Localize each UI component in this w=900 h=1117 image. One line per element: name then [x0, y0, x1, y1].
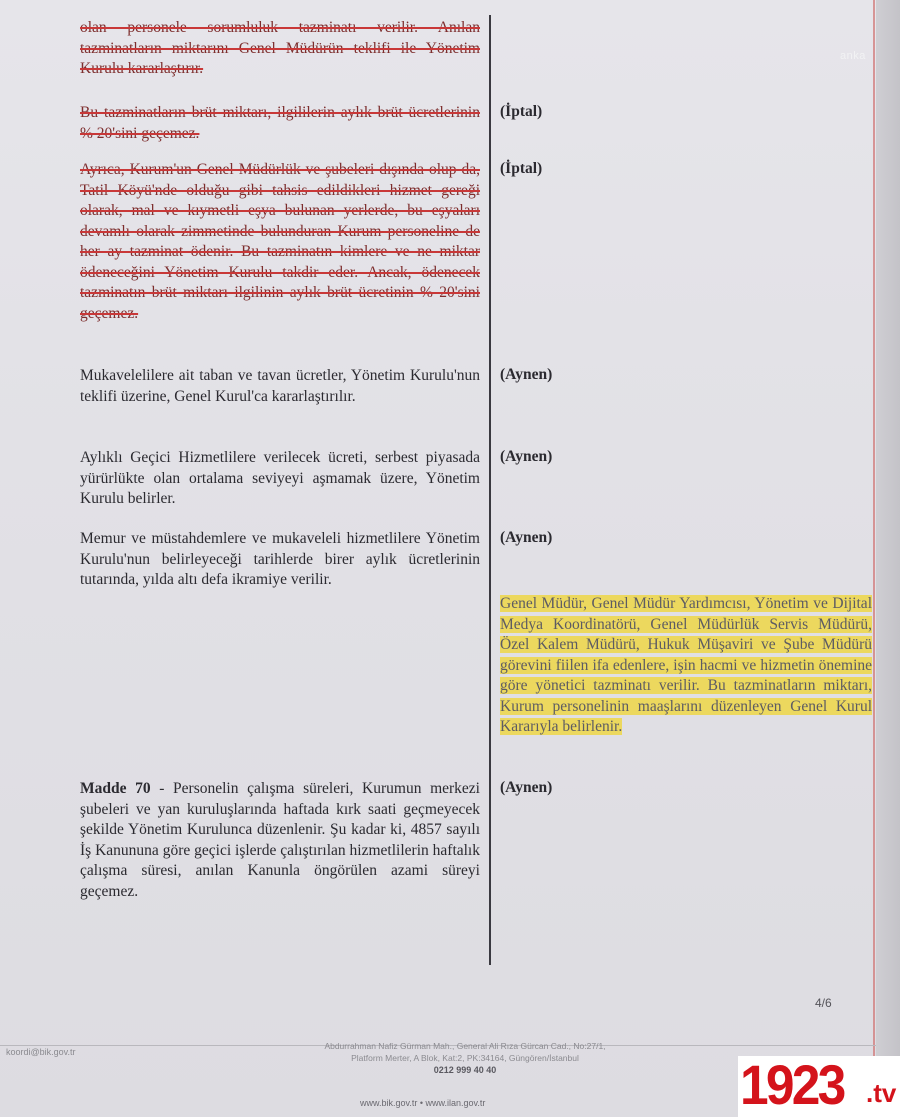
footer-address: [250, 1040, 680, 1076]
channel-logo: [738, 1053, 900, 1117]
footer-email: koordi@bik.gov.tr: [6, 1047, 76, 1057]
page-edge: [876, 0, 900, 1117]
page-number: 4/6: [815, 996, 832, 1010]
footer-phone: 0212 999 40 40: [433, 1065, 497, 1075]
anka-watermark: anka: [840, 50, 866, 62]
note-aynen-1: (Aynen): [500, 366, 553, 383]
footer-address-line-1: Abdurrahman Nafiz Gürman Mah., General Ali Rıza Gürcan Cad., No:27/1,: [324, 1041, 606, 1051]
footer-websites: www.bik.gov.tr • www.ilan.gov.tr: [360, 1098, 486, 1108]
struck-paragraph-3: Ayrıca, Kurum'un Genel Müdürlük ve şubeleri dışında olup da, Tatil Köyü'nde olduğu gibi tahsis edildikleri hizmet gereği olarak, mal ve kıymetli eşya bulunan yerlerde, bu eşyaları devamlı olarak zimmetinde bulunduran Kurum personeline de her ay tazminat ödenir. Bu tazminatın kimlere ve ne miktar ödeneceğini Yönetim Kurulu takdir eder. Ancak, ödenecek tazminatın brüt miktarı ilgilinin aylık brüt ücretinin % 20'sini geçemez.: [80, 161, 480, 322]
paragraph-gecici-hizmetliler: Aylıklı Geçici Hizmetlilere verilecek ücreti, serbest piyasada yürürlükte olan ortalama seviyeyi aşmamak üzere, Yönetim Kurulu belirler.: [80, 449, 480, 507]
struck-paragraph-1: olan personele sorumluluk tazminatı verilir. Anılan tazminatların miktarını Genel Müdürün teklifi ile Yönetim Kurulu kararlaştırır.: [80, 19, 480, 77]
note-iptal-1: (İptal): [500, 103, 543, 120]
note-aynen-3: (Aynen): [500, 529, 553, 546]
paragraph-mukavelelilere: Mukavelelilere ait taban ve tavan ücretler, Yönetim Kurulu'nun teklifi üzerine, Genel Kurul'ca kararlaştırılır.: [80, 367, 480, 405]
paragraph-madde-70: [80, 779, 480, 902]
paragraph-ikramiye: Memur ve müstahdemlere ve mukaveleli hizmetlilere Yönetim Kurulu'nun belirleyeceği tarihlerde birer aylık ücretlerinin tutarında, yılda altı defa ikramiye verilir.: [80, 530, 480, 588]
note-aynen-4: (Aynen): [500, 779, 553, 796]
footer-address-line-2: Platform Merter, A Blok, Kat:2, PK:34164, Güngören/İstanbul: [351, 1053, 579, 1063]
margin-line: [873, 0, 875, 1060]
highlighted-new-text: [500, 594, 872, 738]
struck-paragraph-2: Bu tazminatların brüt miktarı, ilgililerin aylık brüt ücretlerinin % 20'sini geçemez.: [80, 104, 480, 142]
logo-number: 1923: [740, 1053, 844, 1116]
note-iptal-2: (İptal): [500, 160, 543, 177]
highlighted-span: Genel Müdür, Genel Müdür Yardımcısı, Yönetim ve Dijital Medya Koordinatörü, Genel Müdürlük Servis Müdürü, Özel Kalem Müdürü, Hukuk Müşaviri ve Şube Müdürü görevini fiilen ifa edenlere, işin hacmi ve hizmetin önemine göre yönetici tazminatı verilir. Bu tazminatların miktarı, Kurum personelinin maaşlarını düzenleyen Genel Kurul Kararıyla belirlenir.: [500, 595, 872, 735]
note-aynen-2: (Aynen): [500, 448, 553, 465]
logo-suffix: .tv: [866, 1078, 897, 1108]
madde-label: Madde 70: [80, 780, 151, 797]
column-divider: [489, 15, 491, 965]
madde-text: - Personelin çalışma süreleri, Kurumun merkezi şubeleri ve yan kuruluşlarında haftada kırk saati geçmeyecek şekilde Yönetim Kurulunca düzenlenir. Şu kadar ki, 4857 sayılı İş Kanununa göre geçici işlerde çalıştırılan hizmetlilerin haftalık çalışma süresi, anılan Kanunla öngörülen azami süreyi geçemez.: [80, 780, 480, 900]
